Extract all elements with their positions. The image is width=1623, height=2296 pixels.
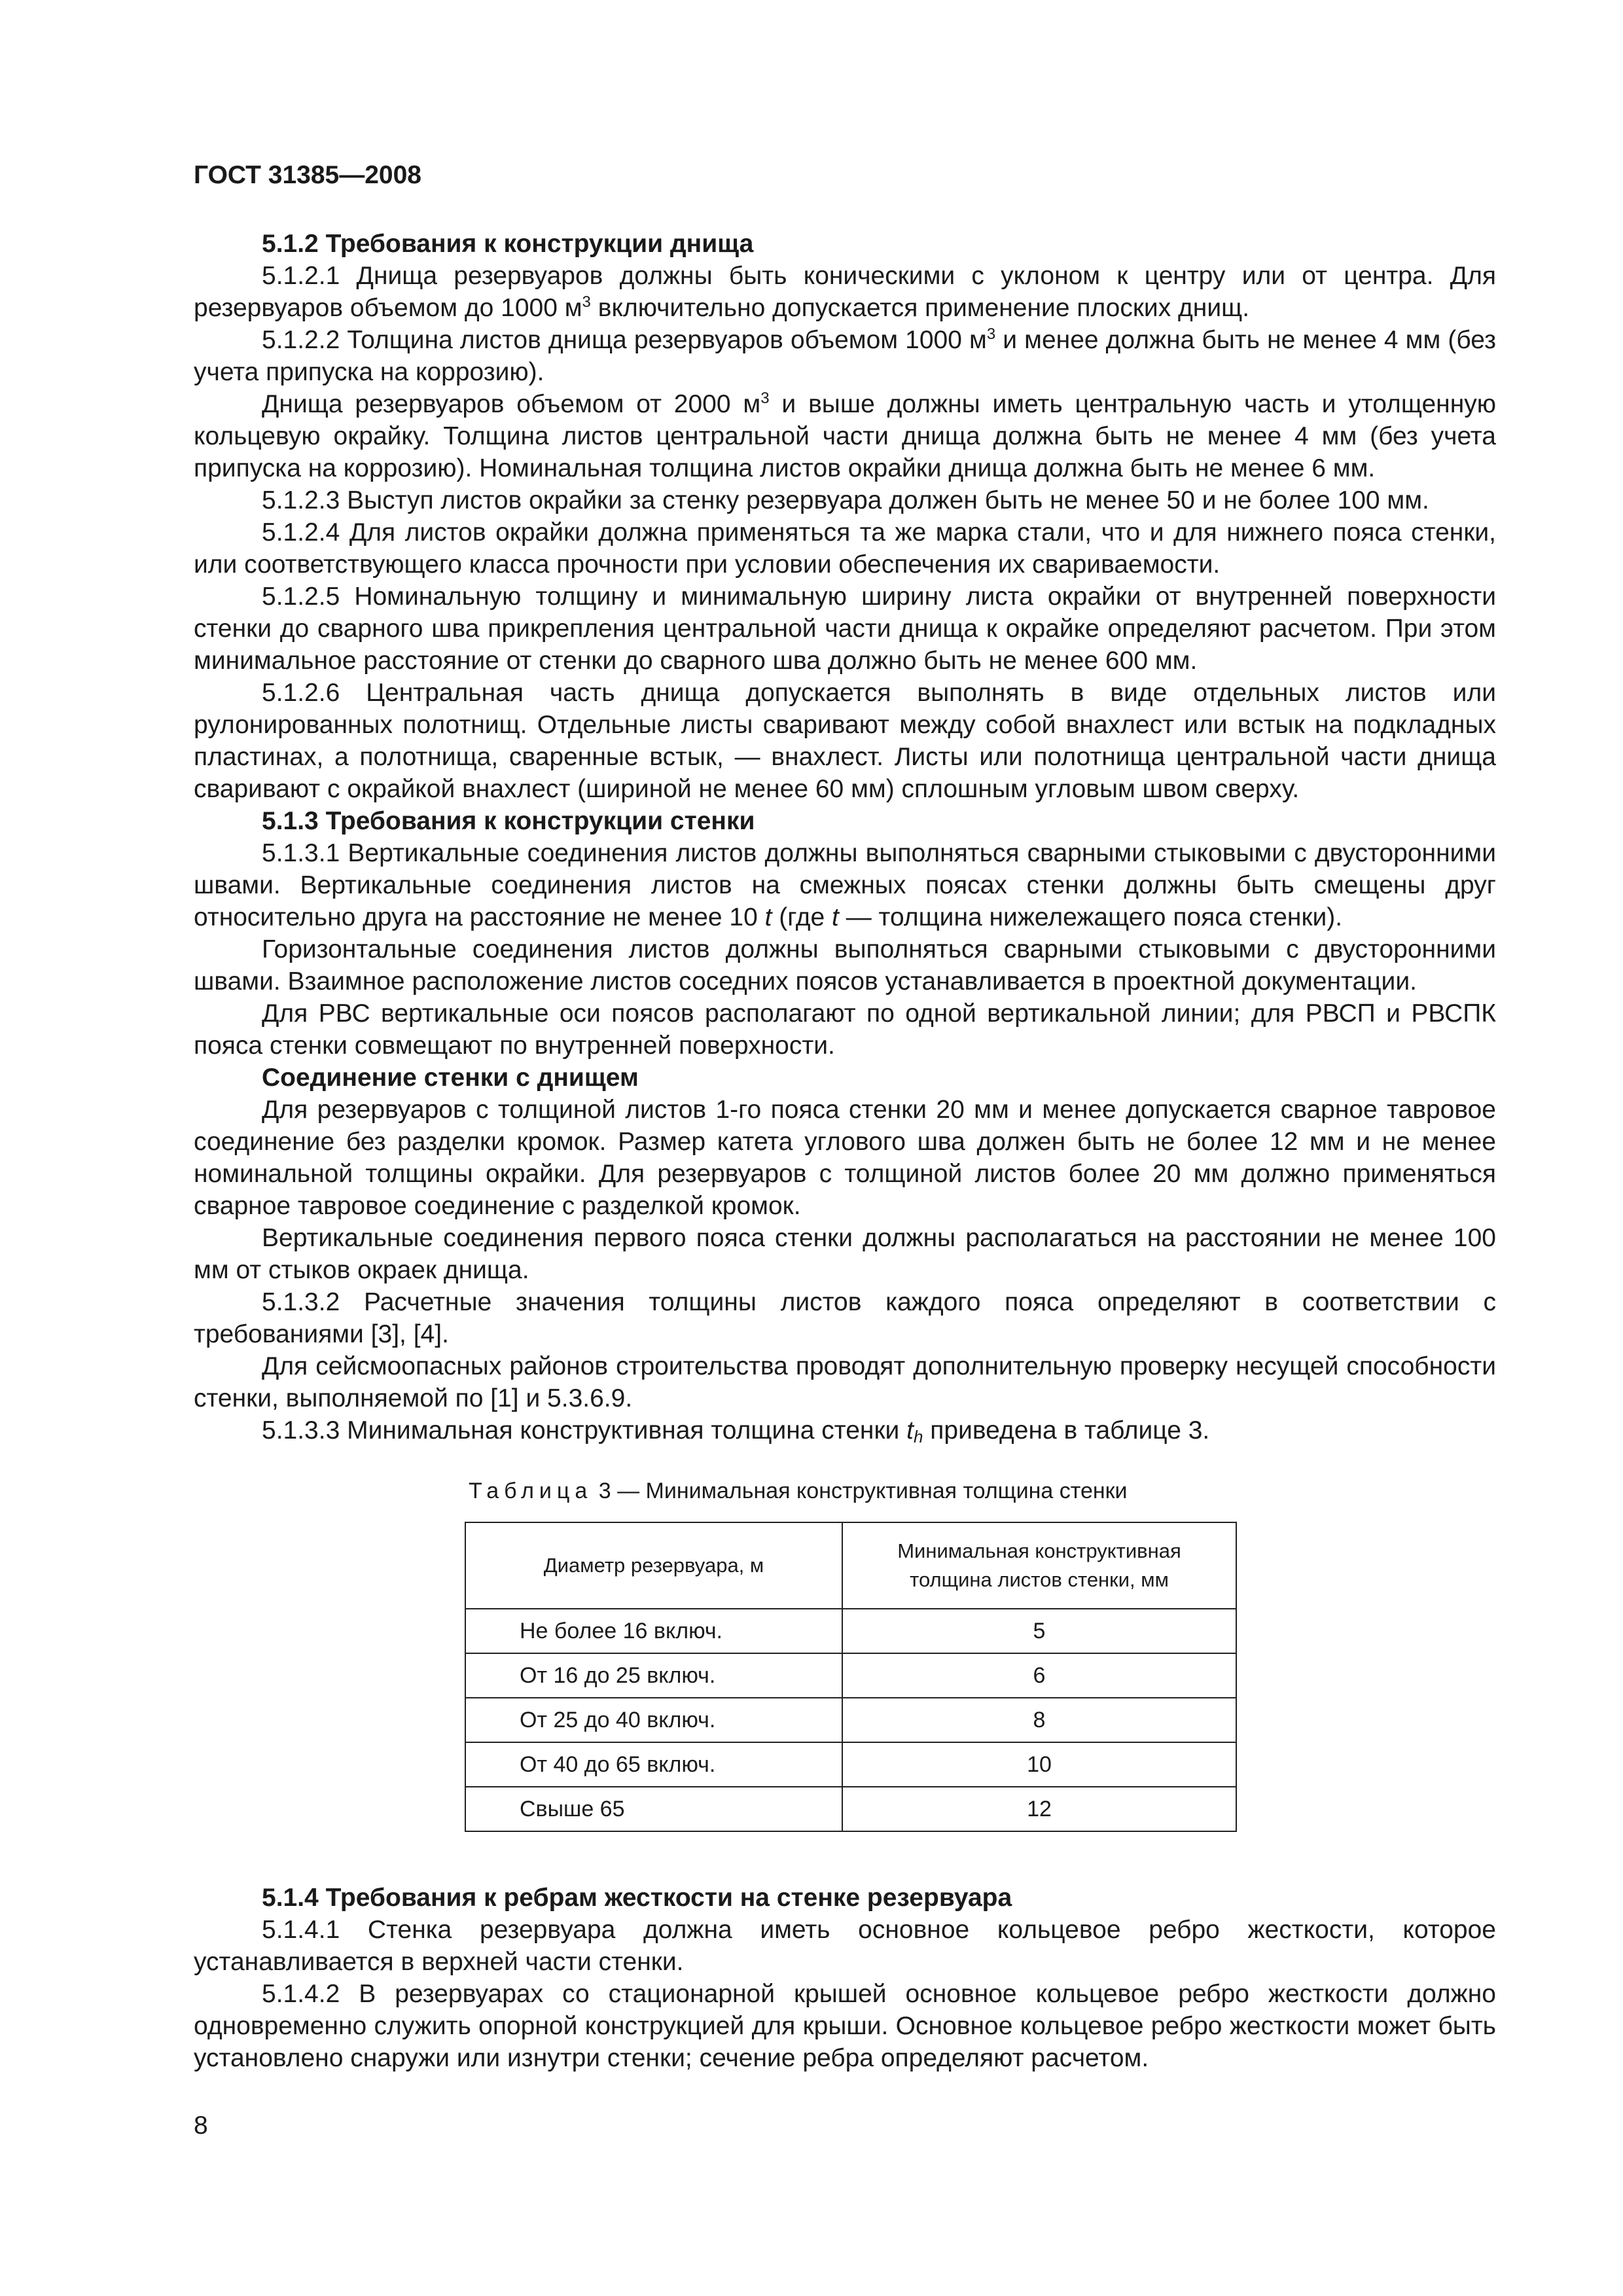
table-cell-thickness: 12	[842, 1787, 1236, 1831]
section-heading-5-1-3: 5.1.3 Требования к конструкции стенки	[262, 807, 755, 835]
table-caption: Таблица 3 — Минимальная конструктивная толщина стенки	[469, 1479, 1128, 1503]
document-body	[194, 228, 1496, 2074]
table-cell-diameter: От 25 до 40 включ.	[465, 1698, 842, 1742]
section-heading-wall-bottom: Соединение стенки с днищем	[262, 1064, 639, 1092]
paragraph-5-1-3-2: 5.1.3.2 Расчетные значения толщины листов каждого пояса определяют в соответствии с требованиями [3], [4].	[194, 1288, 1496, 1348]
table-cell-thickness: 6	[842, 1653, 1236, 1698]
table-row	[465, 1698, 1236, 1742]
table-cell-thickness: 8	[842, 1698, 1236, 1742]
section-heading-5-1-4: 5.1.4 Требования к ребрам жесткости на стенке резервуара	[262, 1884, 1012, 1912]
table-header-row	[465, 1522, 1236, 1609]
table-row	[465, 1609, 1236, 1653]
paragraph-5-1-2-1: 5.1.2.1 Днища резервуаров должны быть коническими с уклоном к центру или от центра. Для резервуаров объемом до 1000 $м^3$ включительно допускается применение плоских днищ.	[194, 262, 1496, 322]
paragraph-5-1-4-2: 5.1.4.2 В резервуарах со стационарной крышей основное кольцевое ребро жесткости должно одновременно служить опорной конструкцией для крыши. Основное кольцевое ребро жесткости может быть установлено снаружи или изнутри стенки; сечение ребра определяют расчетом.	[194, 1980, 1496, 2072]
paragraph-tee-joint: Для резервуаров с толщиной листов 1-го пояса стенки 20 мм и менее допускается сварное тавровое соединение без разделки кромок. Размер катета углового шва должен быть не более 12 мм и не менее номинальной толщины окрайки. Для резервуаров с толщиной листов более 20 мм должно применяться сварное тавровое соединение с разделкой кромок.	[194, 1096, 1496, 1220]
table-cell-thickness: 10	[842, 1742, 1236, 1787]
paragraph-5-1-2-2: 5.1.2.2 Толщина листов днища резервуаров объемом 1000 $м^3$ и менее должна быть не менее 4 мм (без учета припуска на коррозию).	[194, 325, 1496, 386]
column-header-thickness: Минимальная конструктивная толщина листов стенки, мм	[842, 1522, 1236, 1609]
table-cell-thickness: 5	[842, 1609, 1236, 1653]
column-header-diameter: Диаметр резервуара, м	[465, 1522, 842, 1609]
paragraph-first-belt: Вертикальные соединения первого пояса стенки должны располагаться на расстоянии не менее 100 мм от стыков окраек днища.	[194, 1224, 1496, 1284]
table-cell-diameter: От 40 до 65 включ.	[465, 1742, 842, 1787]
paragraph-5-1-2-3: 5.1.2.3 Выступ листов окрайки за стенку резервуара должен быть не менее 50 и не более 100 мм.	[262, 486, 1429, 514]
table-cell-diameter: Не более 16 включ.	[465, 1609, 842, 1653]
table-row	[465, 1787, 1236, 1831]
paragraph-5-1-2-5: 5.1.2.5 Номинальную толщину и минимальную ширину листа окрайки от внутренней поверхности стенки до сварного шва прикрепления центральной части днища к окрайке определяют расчетом. При этом минимальное расстояние от стенки до сварного шва должно быть не менее 600 мм.	[194, 583, 1496, 675]
paragraph-5-1-2-4: 5.1.2.4 Для листов окрайки должна применяться та же марка стали, что и для нижнего пояса стенки, или соответствующего класса прочности при условии обеспечения их свариваемости.	[194, 518, 1496, 579]
table-row	[465, 1653, 1236, 1698]
page-number: 8	[194, 2111, 208, 2140]
paragraph-bottom-thickness: Днища резервуаров объемом от 2000 $м^3$ и выше должны иметь центральную часть и утолщенную кольцевую окрайку. Толщина листов центральной части днища должна быть не менее 4 мм (без учета припуска на коррозию). Номинальная толщина листов окрайки днища должна быть не менее 6 мм.	[194, 389, 1496, 482]
table-row	[465, 1742, 1236, 1787]
paragraph-5-1-3-3: 5.1.3.3 Минимальная конструктивная толщина стенки $t_h$ приведена в таблице 3.	[262, 1416, 1210, 1446]
document-code: ГОСТ 31385—2008	[194, 161, 421, 189]
section-heading-5-1-2: 5.1.2 Требования к конструкции днища	[262, 230, 754, 258]
paragraph-rvs-axes: Для РВС вертикальные оси поясов располагают по одной вертикальной линии; для РВСП и РВСПК пояса стенки совмещают по внутренней поверхности.	[194, 999, 1496, 1060]
thickness-table	[465, 1522, 1237, 1832]
paragraph-5-1-3-1: 5.1.3.1 Вертикальные соединения листов должны выполняться сварными стыковыми с двусторонними швами. Вертикальные соединения листов на смежных поясах стенки должны быть смещены друг относительно друга на расстояние не менее 10 t (где t — толщина нижележащего пояса стенки).	[194, 839, 1496, 931]
paragraph-seismic: Для сейсмоопасных районов строительства проводят дополнительную проверку несущей способности стенки, выполняемой по [1] и 5.3.6.9.	[194, 1352, 1496, 1412]
table-cell-diameter: Свыше 65	[465, 1787, 842, 1831]
paragraph-5-1-4-1: 5.1.4.1 Стенка резервуара должна иметь основное кольцевое ребро жесткости, которое устанавливается в верхней части стенки.	[194, 1916, 1496, 1976]
paragraph-horizontal-joints: Горизонтальные соединения листов должны выполняться сварными стыковыми с двусторонними швами. Взаимное расположение листов соседних поясов устанавливается в проектной документации.	[194, 935, 1496, 996]
paragraph-5-1-2-6: 5.1.2.6 Центральная часть днища допускается выполнять в виде отдельных листов или рулонированных полотнищ. Отдельные листы сваривают между собой внахлест или встык на подкладных пластинах, а полотнища, сваренные встык, — внахлест. Листы или полотнища центральной части днища сваривают с окрайкой внахлест (шириной не менее 60 мм) сплошным угловым швом сверху.	[194, 679, 1496, 803]
table-cell-diameter: От 16 до 25 включ.	[465, 1653, 842, 1698]
